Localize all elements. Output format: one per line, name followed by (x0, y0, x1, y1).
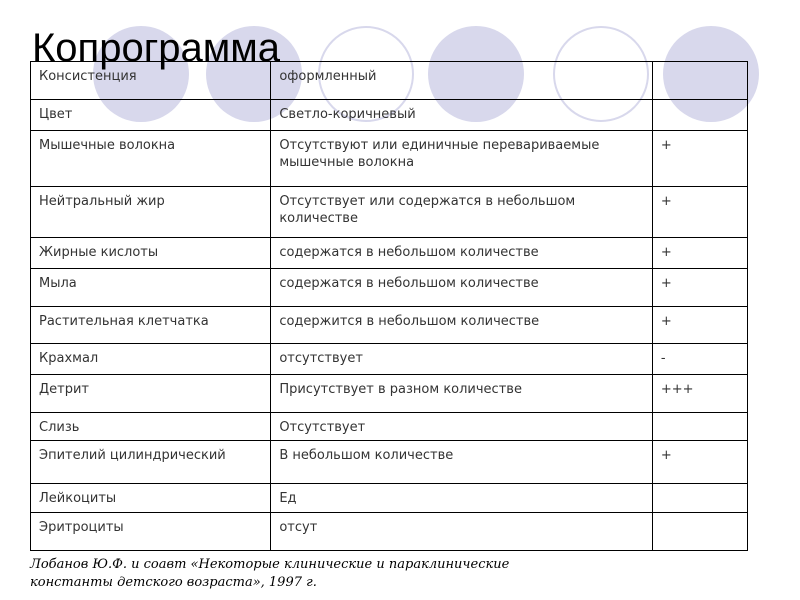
param-cell: Лейкоциты (31, 484, 271, 513)
table-row (31, 441, 748, 484)
mark-cell: + (652, 441, 747, 484)
table-row (31, 269, 748, 307)
param-cell: Цвет (31, 100, 271, 131)
value-cell: Отсутствуют или единичные перевариваемые мышечные волокна (271, 131, 653, 187)
param-cell: Крахмал (31, 344, 271, 375)
value-cell: отсут (271, 513, 653, 551)
mark-cell: + (652, 307, 747, 344)
slide-title: Копрограмма (32, 26, 281, 70)
param-cell: Консистенция (31, 62, 271, 100)
coprogram-table (30, 61, 748, 551)
value-cell: В небольшом количестве (271, 441, 653, 484)
param-cell: Эпителий цилиндрический (31, 441, 271, 484)
reference-line: Лобанов Ю.Ф. и соавт «Некоторые клинические и параклинические (30, 557, 510, 572)
mark-cell: + (652, 131, 747, 187)
mark-cell (652, 513, 747, 551)
param-cell: Детрит (31, 375, 271, 413)
mark-cell (652, 62, 747, 100)
table-row (31, 413, 748, 441)
reference-line: константы детского возраста», 1997 г. (30, 575, 317, 590)
value-cell: Отсутствует (271, 413, 653, 441)
mark-cell (652, 484, 747, 513)
table-row (31, 62, 748, 100)
reference-citation (30, 556, 509, 592)
table-row (31, 131, 748, 187)
table-row (31, 484, 748, 513)
value-cell: Ед (271, 484, 653, 513)
mark-cell (652, 100, 747, 131)
value-cell: содержится в небольшом количестве (271, 307, 653, 344)
value-cell: Светло-коричневый (271, 100, 653, 131)
value-cell: оформленный (271, 62, 653, 100)
value-cell: Отсутствует или содержатся в небольшом количестве (271, 187, 653, 238)
param-cell: Растительная клетчатка (31, 307, 271, 344)
param-cell: Слизь (31, 413, 271, 441)
mark-cell: + (652, 269, 747, 307)
value-cell: содержатся в небольшом количестве (271, 238, 653, 269)
table-row (31, 307, 748, 344)
mark-cell: + (652, 238, 747, 269)
table-row (31, 187, 748, 238)
value-cell: отсутствует (271, 344, 653, 375)
param-cell: Жирные кислоты (31, 238, 271, 269)
table-row (31, 375, 748, 413)
value-cell: содержатся в небольшом количестве (271, 269, 653, 307)
param-cell: Мышечные волокна (31, 131, 271, 187)
param-cell: Мыла (31, 269, 271, 307)
value-cell: Присутствует в разном количестве (271, 375, 653, 413)
param-cell: Нейтральный жир (31, 187, 271, 238)
mark-cell: +++ (652, 375, 747, 413)
table-row (31, 100, 748, 131)
table-row (31, 344, 748, 375)
param-cell: Эритроциты (31, 513, 271, 551)
table-row (31, 238, 748, 269)
table-row (31, 513, 748, 551)
mark-cell: + (652, 187, 747, 238)
mark-cell (652, 413, 747, 441)
mark-cell: - (652, 344, 747, 375)
